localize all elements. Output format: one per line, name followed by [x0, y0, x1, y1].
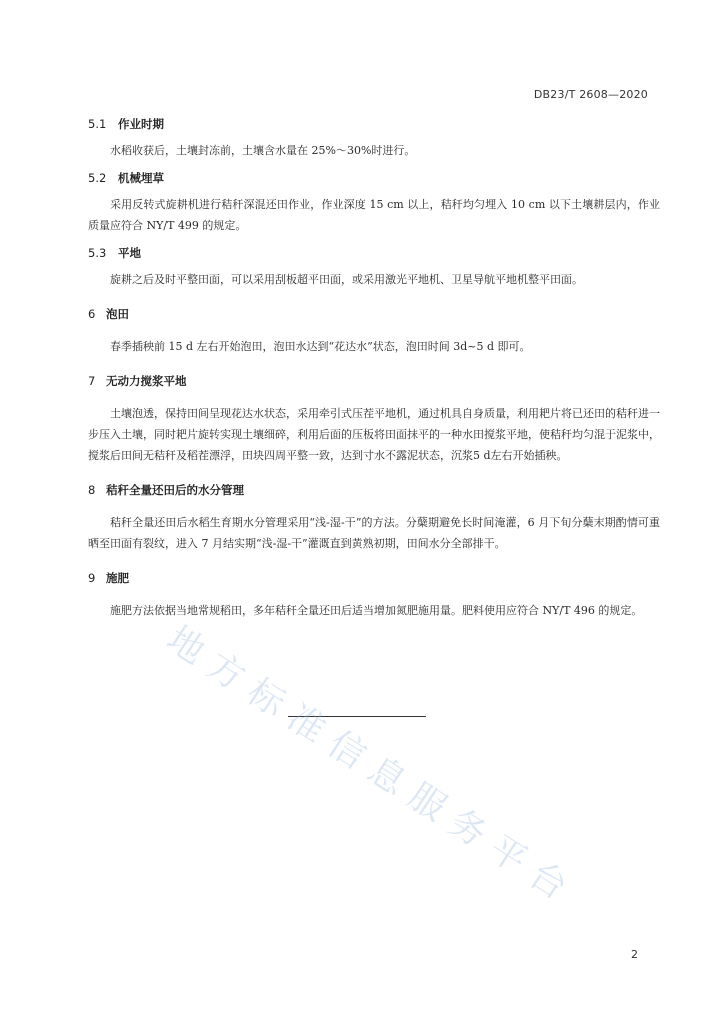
section-heading-9	[88, 570, 660, 586]
section-number: 7	[88, 374, 96, 388]
section-paragraph: 秸秆全量还田后水稻生育期水分管理采用“浅-湿-干”的方法。分蘖期避免长时间淹灌，6 月下旬分蘖末期酌情可重晒至田面有裂纹，进入 7 月结实期“浅-湿-干”灌溉直到黄熟初期，田间水分全部排干。	[88, 516, 660, 550]
section-number: 6	[88, 307, 96, 321]
end-of-standard-rule	[288, 716, 426, 717]
section-title: 平地	[118, 246, 141, 260]
section-title: 施肥	[106, 571, 129, 585]
section-number: 5.1	[88, 117, 107, 131]
section-paragraph: 土壤泡透，保持田间呈现花达水状态，采用牵引式压茬平地机，通过机具自身质量，利用耙片将已还田的秸秆进一步压入土壤，同时耙片旋转实现土壤细碎，利用后面的压板将田面抹平的一种水田搅浆平地，使秸秆均匀混于泥浆中，搅浆后田间无秸秆及稻茬漂浮，田块四周平整一致，达到寸水不露泥状态，沉浆5 d左右开始插秧。	[88, 407, 660, 462]
section-number: 5.2	[88, 171, 107, 185]
section-paragraph: 采用反转式旋耕机进行秸秆深混还田作业，作业深度 15 cm 以上，秸秆均匀埋入 10 cm 以下土壤耕层内，作业质量应符合 NY/T 499 的规定。	[88, 198, 660, 232]
section-paragraph: 旋耕之后及时平整田面，可以采用刮板超平田面，或采用激光平地机、卫星导航平地机整平田面。	[110, 273, 583, 286]
section-number: 9	[88, 571, 96, 585]
section-heading-8	[88, 482, 660, 498]
section-heading-7	[88, 373, 660, 389]
page-number: 2	[631, 948, 638, 961]
standard-code: DB23/T 2608—2020	[533, 88, 648, 101]
section-heading-5-2	[88, 170, 660, 186]
section-title: 作业时期	[118, 117, 164, 131]
section-number: 5.3	[88, 246, 107, 260]
section-heading-6	[88, 306, 660, 322]
section-number: 8	[88, 483, 96, 497]
section-title: 机械埋草	[118, 171, 164, 185]
section-title: 泡田	[106, 307, 129, 321]
document-body	[88, 116, 660, 621]
section-heading-5-3	[88, 245, 660, 261]
section-title: 无动力搅浆平地	[106, 374, 187, 388]
section-paragraph: 施肥方法依据当地常规稻田，多年秸秆全量还田后适当增加氮肥施用量。肥料使用应符合 NY/T 496 的规定。	[110, 604, 643, 617]
section-title: 秸秆全量还田后的水分管理	[106, 483, 244, 497]
section-paragraph: 春季插秧前 15 d 左右开始泡田，泡田水达到“花达水”状态，泡田时间 3d~5 d 即可。	[110, 340, 531, 353]
watermark: 地方标准信息服务平台	[159, 618, 585, 915]
section-paragraph: 水稻收获后，土壤封冻前，土壤含水量在 25%～30%时进行。	[110, 144, 416, 157]
section-heading-5-1	[88, 116, 660, 132]
